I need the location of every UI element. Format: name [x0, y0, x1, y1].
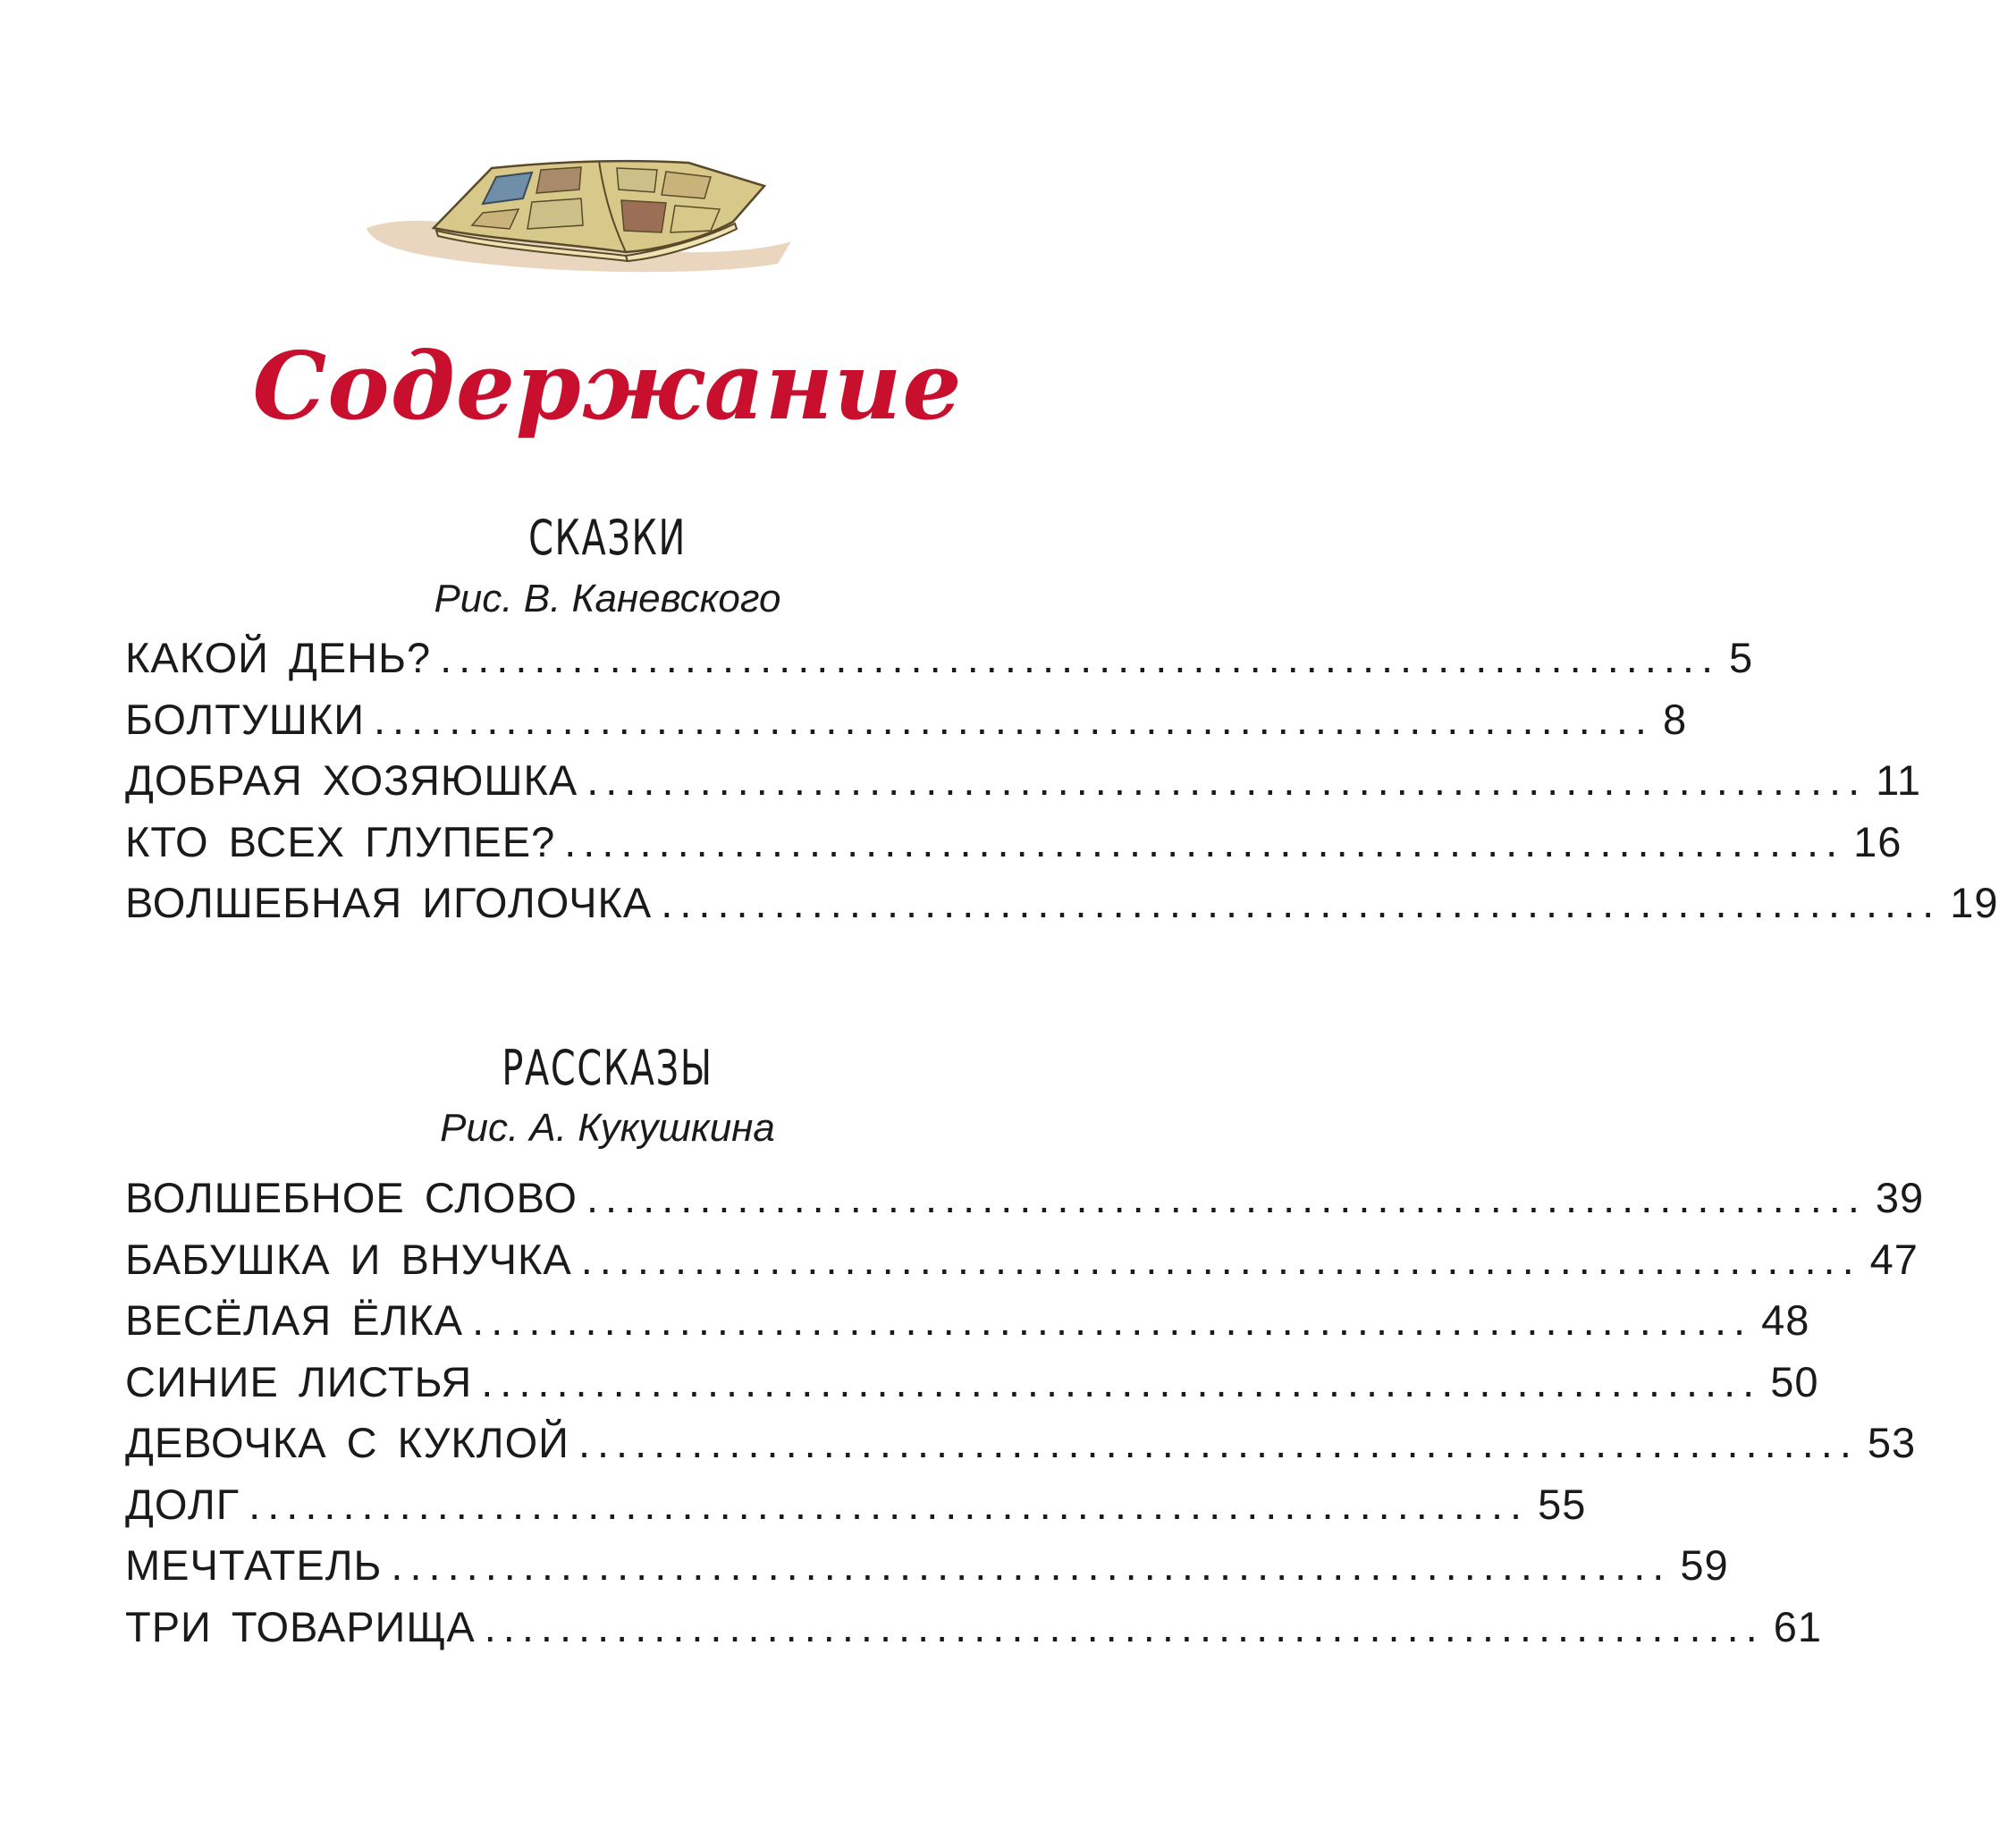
- toc-entry-page: 5: [1729, 634, 1754, 681]
- toc-entry-title: БОЛТУШКИ: [125, 695, 365, 743]
- toc-entry-page: 61: [1773, 1602, 1822, 1650]
- dot-leader: ....................................................................: [481, 1357, 1762, 1405]
- toc-entry-page: 47: [1869, 1235, 1919, 1283]
- section-credit-stories: Рис. А. Кукушкина: [440, 1106, 775, 1150]
- toc-entry[interactable]: [125, 756, 1921, 821]
- toc-entry-title: МЕЧТАТЕЛЬ: [125, 1541, 383, 1589]
- toc-entry-title: ВЕСЁЛАЯ ЁЛКА: [125, 1296, 464, 1344]
- dot-leader: ....................................................................: [578, 1419, 1859, 1466]
- toc-list-fairy-tales: [125, 634, 1999, 943]
- toc-entry[interactable]: [125, 1357, 1819, 1422]
- section-credit-fairy-tales: Рис. В. Каневского: [434, 577, 781, 620]
- open-book-drawing-icon: [358, 143, 796, 277]
- toc-entry[interactable]: [125, 1602, 1822, 1667]
- toc-entry[interactable]: [125, 634, 1754, 698]
- section-heading-fairy-tales: СКАЗКИ: [528, 510, 687, 566]
- toc-entry-page: 59: [1680, 1541, 1729, 1589]
- toc-entry[interactable]: [125, 1296, 1810, 1361]
- dot-leader: ....................................................................: [374, 695, 1654, 743]
- dot-leader: ....................................................................: [564, 817, 1845, 865]
- toc-entry[interactable]: [125, 1235, 1919, 1300]
- page-title: Содержание: [252, 331, 963, 441]
- dot-leader: ....................................................................: [661, 879, 1942, 926]
- toc-entry[interactable]: [125, 1480, 1587, 1545]
- toc-entry-page: 48: [1761, 1296, 1810, 1344]
- toc-entry-title: БАБУШКА И ВНУЧКА: [125, 1235, 572, 1283]
- dot-leader: ....................................................................: [391, 1541, 1672, 1589]
- section-heading-stories: РАССКАЗЫ: [502, 1040, 713, 1096]
- toc-entry-title: ДЕВОЧКА С КУКЛОЙ: [125, 1419, 569, 1466]
- toc-entry-page: 16: [1853, 817, 1902, 865]
- toc-entry-title: ВОЛШЕБНАЯ ИГОЛОЧКА: [125, 879, 653, 926]
- toc-entry-title: КТО ВСЕХ ГЛУПЕЕ?: [125, 817, 556, 865]
- toc-entry[interactable]: [125, 695, 1688, 760]
- toc-list-stories: [125, 1174, 1925, 1667]
- toc-entry-page: 39: [1875, 1174, 1925, 1221]
- dot-leader: ....................................................................: [586, 756, 1868, 804]
- toc-entry[interactable]: [125, 817, 1902, 882]
- dot-leader: ....................................................................: [580, 1235, 1861, 1283]
- toc-entry[interactable]: [125, 1541, 1729, 1606]
- dot-leader: ....................................................................: [249, 1480, 1530, 1528]
- dot-leader: ....................................................................: [484, 1602, 1765, 1650]
- toc-entry-page: 19: [1950, 879, 1999, 926]
- toc-entry-title: ТРИ ТОВАРИЩА: [125, 1602, 476, 1650]
- dot-leader: ....................................................................: [586, 1174, 1867, 1221]
- toc-entry[interactable]: [125, 879, 1999, 943]
- toc-entry-title: ВОЛШЕБНОЕ СЛОВО: [125, 1174, 578, 1221]
- dot-leader: ....................................................................: [472, 1296, 1753, 1344]
- toc-entry-title: ДОЛГ: [125, 1480, 240, 1528]
- toc-entry-title: ДОБРАЯ ХОЗЯЮШКА: [125, 756, 578, 804]
- toc-entry[interactable]: [125, 1419, 1917, 1483]
- toc-entry-page: 11: [1876, 756, 1921, 804]
- toc-entry-page: 55: [1538, 1480, 1587, 1528]
- toc-entry[interactable]: [125, 1174, 1925, 1238]
- toc-entry-page: 53: [1867, 1419, 1917, 1466]
- dot-leader: ....................................................................: [440, 634, 1721, 681]
- toc-entry-title: СИНИЕ ЛИСТЬЯ: [125, 1357, 473, 1405]
- toc-entry-page: 8: [1662, 695, 1688, 743]
- toc-entry-title: КАКОЙ ДЕНЬ?: [125, 634, 432, 681]
- toc-entry-page: 50: [1770, 1357, 1819, 1405]
